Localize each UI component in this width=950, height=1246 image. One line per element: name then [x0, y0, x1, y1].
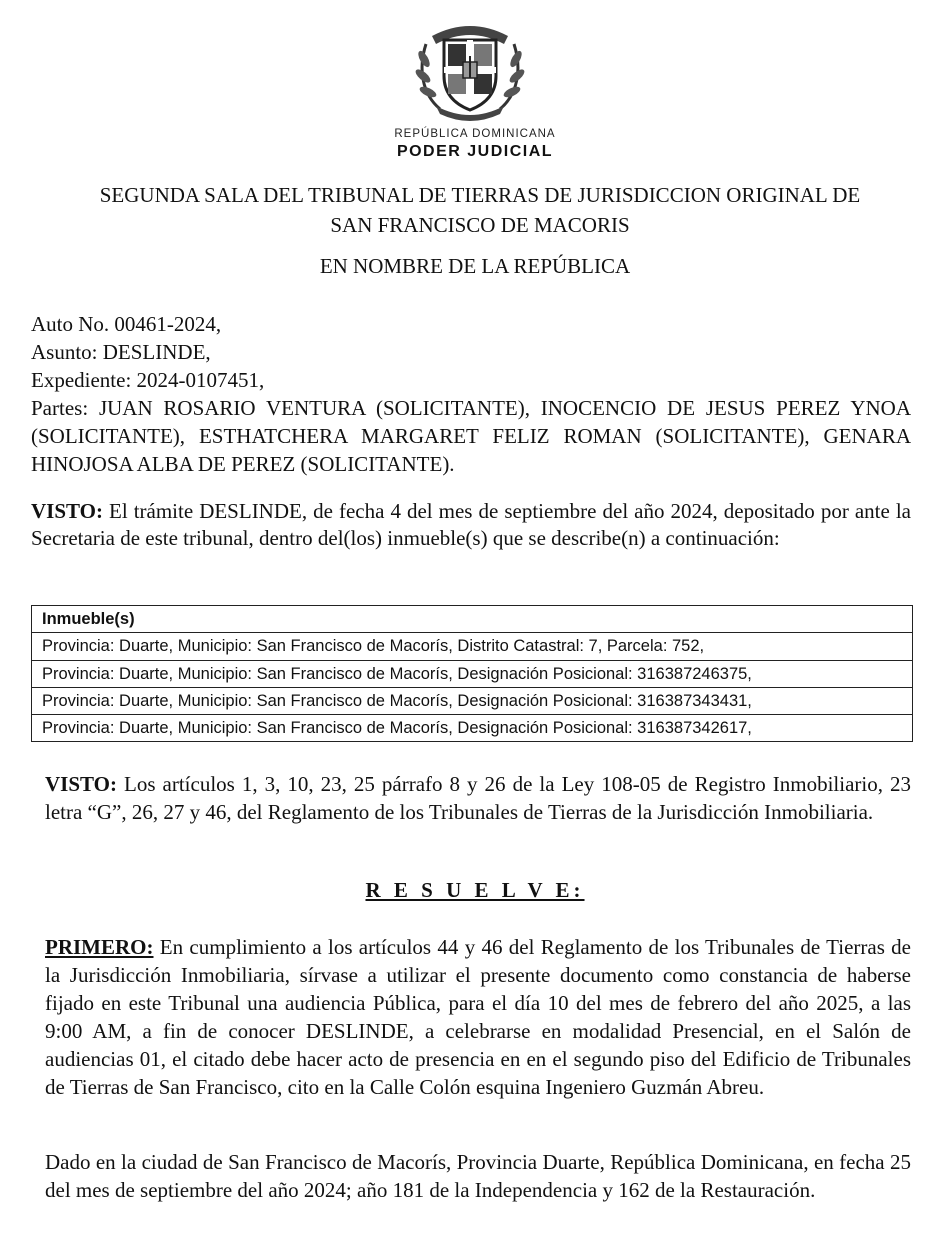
court-title-line1: SEGUNDA SALA DEL TRIBUNAL DE TIERRAS DE JURISDICCION ORIGINAL DE [99, 183, 861, 207]
primero-label: PRIMERO: [45, 935, 154, 959]
inmueble-row: Provincia: Duarte, Municipio: San Francisco de Macorís, Distrito Catastral: 7, Parcela: 752, [32, 632, 912, 659]
visto-paragraph-1 [31, 498, 911, 552]
visto-label-2: VISTO: [45, 772, 117, 796]
dado-paragraph: Dado en la ciudad de San Francisco de Macorís, Provincia Duarte, República Dominicana, en fecha 25 del mes de septiembre del año 2024; año 181 de la Independencia y 162 de la Restauración. [45, 1150, 911, 1202]
visto-label-1: VISTO: [31, 499, 103, 523]
visto-paragraph-2 [45, 770, 911, 826]
en-nombre-heading: EN NOMBRE DE LA REPÚBLICA [319, 254, 631, 278]
auto-number: Auto No. 00461-2024, [31, 312, 222, 336]
inmuebles-table [31, 605, 913, 742]
asunto: Asunto: DESLINDE, [31, 340, 211, 364]
visto-text-2: Los artículos 1, 3, 10, 23, 25 párrafo 8 y 26 de la Ley 108-05 de Registro Inmobiliario, 23 letra “G”, 26, 27 y 46, del Reglamento de los Tribunales de Tierras de la Jurisdicción Inmobiliaria. [45, 772, 911, 824]
expediente: Expediente: 2024-0107451, [31, 368, 265, 392]
org-country: REPÚBLICA DOMINICANA [394, 128, 556, 140]
case-meta [31, 310, 911, 478]
inmuebles-header: Inmueble(s) [42, 610, 135, 628]
visto-text-1: El trámite DESLINDE, de fecha 4 del mes de septiembre del año 2024, depositado por ante la Secretaria de este tribunal, dentro del(los) inmueble(s) que se describe(n) a continuación: [31, 499, 911, 550]
primero-paragraph [45, 933, 911, 1101]
inmueble-row: Provincia: Duarte, Municipio: San Francisco de Macorís, Designación Posicional: 316387342617, [32, 714, 912, 741]
org-name: PODER JUDICIAL [396, 143, 554, 160]
partes: Partes: JUAN ROSARIO VENTURA (SOLICITANTE), INOCENCIO DE JESUS PEREZ YNOA (SOLICITANTE), ESTHATCHERA MARGARET FELIZ ROMAN (SOLICITANTE), GENARA HINOJOSA ALBA DE PEREZ (SOLICITANTE). [31, 396, 911, 476]
inmueble-row: Provincia: Duarte, Municipio: San Francisco de Macorís, Designación Posicional: 316387246375, [32, 660, 912, 687]
primero-text: En cumplimiento a los artículos 44 y 46 del Reglamento de los Tribunales de Tierras de la Jurisdicción Inmobiliaria, sírvase a utilizar el presente documento como constancia de haberse fijado en este Tribunal una audiencia Pública, para el día 10 del mes de febrero del año 2025, a las 9:00 AM, a fin de conocer DESLINDE, a celebrarse en modalidad Presencial, en el Salón de audiencias 01, el citado debe hacer acto de presencia en en el segundo piso del Edificio de Tribunales de Tierras de San Francisco, cito en la Calle Colón esquina Ingeniero Guzmán Abreu. [45, 935, 911, 1099]
coat-of-arms-icon [410, 14, 530, 124]
court-title-line2: SAN FRANCISCO DE MACORIS [330, 213, 630, 237]
inmueble-row: Provincia: Duarte, Municipio: San Francisco de Macorís, Designación Posicional: 316387343431, [32, 687, 912, 714]
resuelve-heading: R E S U E L V E: [365, 878, 585, 902]
court-title [40, 180, 920, 240]
